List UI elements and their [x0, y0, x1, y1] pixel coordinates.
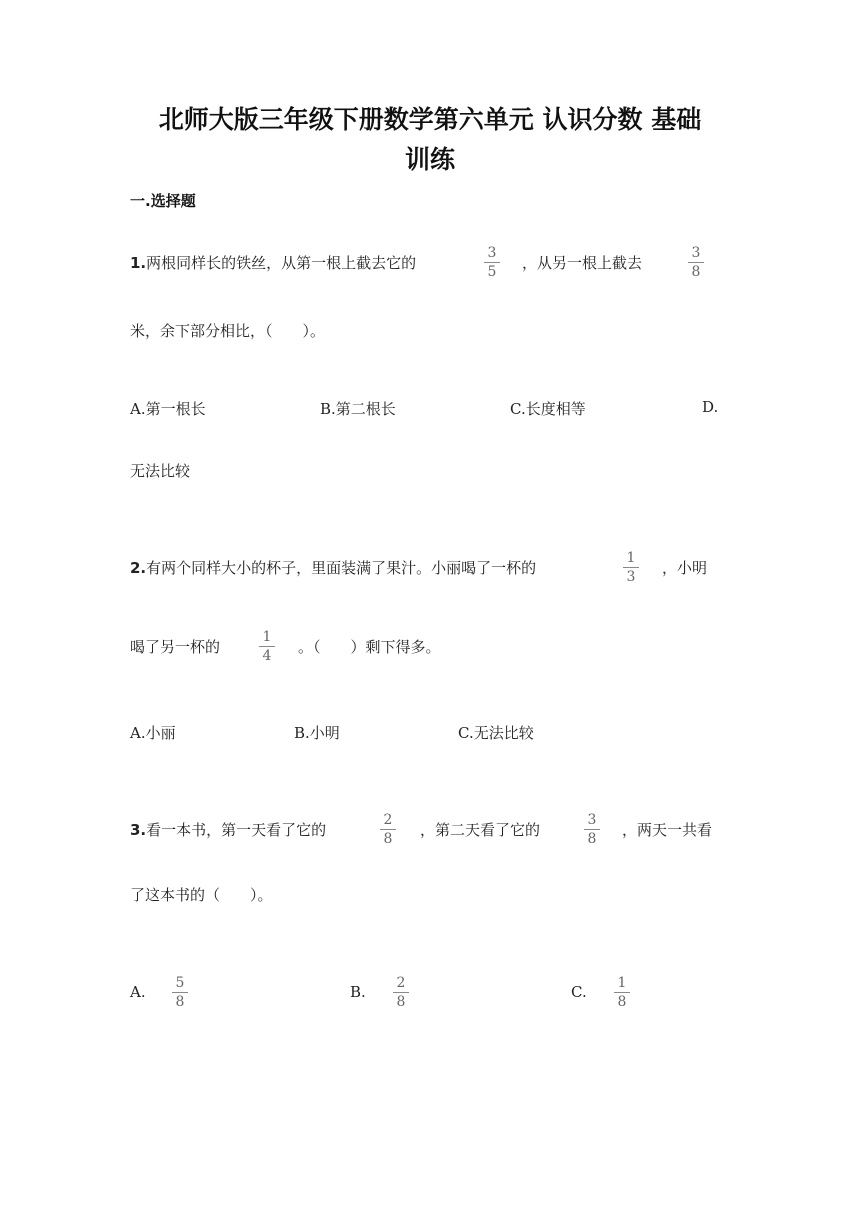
fraction-denominator: 8: [383, 831, 393, 847]
question-3-text-a: 看一本书，第一天看了它的: [146, 821, 327, 839]
question-3-option-a[interactable]: A.: [130, 983, 146, 1001]
question-1-option-d[interactable]: D.: [702, 398, 719, 416]
question-3-text-b: ，第二天看了它的: [420, 821, 541, 839]
question-3-option-a-fraction: [168, 975, 192, 1010]
question-2-option-b[interactable]: B.小明: [294, 724, 340, 742]
question-2-option-c[interactable]: C.无法比较: [458, 724, 534, 742]
question-3-option-b[interactable]: B.: [350, 983, 366, 1001]
question-1-line-2: 米，余下部分相比，（ ）。: [130, 322, 326, 340]
page-title: [0, 100, 860, 180]
question-2-fraction-2: [255, 629, 279, 664]
fraction-numerator: 3: [487, 245, 497, 261]
question-3-text-c: ，两天一共看: [622, 821, 713, 839]
question-1-line-1: [130, 252, 416, 273]
fraction-denominator: 8: [617, 994, 627, 1010]
question-1-option-a[interactable]: A.第一根长: [130, 400, 206, 418]
fraction-denominator: 8: [691, 264, 701, 280]
fraction-numerator: 5: [175, 975, 185, 991]
question-3-number: 3.: [130, 821, 147, 839]
fraction-denominator: 8: [396, 994, 406, 1010]
fraction-numerator: 1: [262, 629, 272, 645]
question-1-text-b: ，从另一根上截去: [522, 254, 643, 272]
title-line-1: 北师大版三年级下册数学第六单元 认识分数 基础: [158, 105, 702, 134]
question-2-fraction-1: [619, 550, 643, 585]
question-1-option-c[interactable]: C.长度相等: [510, 400, 586, 418]
fraction-numerator: 2: [383, 812, 393, 828]
question-2-line-1: [130, 557, 536, 578]
question-3-fraction-2: [580, 812, 604, 847]
question-3-option-b-fraction: [389, 975, 413, 1010]
question-2-line-2a: 喝了另一杯的: [130, 638, 221, 656]
question-3-line-1: [130, 819, 326, 840]
question-1-fraction-2: [684, 245, 708, 280]
fraction-denominator: 5: [487, 264, 497, 280]
question-2-text-a: 有两个同样大小的杯子，里面装满了果汁。小丽喝了一杯的: [146, 559, 537, 577]
fraction-numerator: 2: [396, 975, 406, 991]
fraction-numerator: 1: [626, 550, 636, 566]
question-2-option-a[interactable]: A.小丽: [130, 724, 176, 742]
question-2-line-2b: 。（ ）剩下得多。: [298, 638, 441, 656]
section-heading: 一.选择题: [130, 192, 196, 210]
title-line-2: 训练: [404, 145, 455, 174]
fraction-denominator: 3: [626, 569, 636, 585]
question-1-number: 1.: [130, 254, 147, 272]
question-1-text-a: 两根同样长的铁丝，从第一根上截去它的: [146, 254, 417, 272]
question-3-option-c[interactable]: C.: [571, 983, 587, 1001]
question-3-fraction-1: [376, 812, 400, 847]
fraction-numerator: 3: [587, 812, 597, 828]
fraction-denominator: 8: [175, 994, 185, 1010]
question-1-option-d-text[interactable]: 无法比较: [130, 462, 191, 480]
fraction-numerator: 3: [691, 245, 701, 261]
fraction-numerator: 1: [617, 975, 627, 991]
question-2-number: 2.: [130, 559, 147, 577]
question-1-fraction-1: [480, 245, 504, 280]
question-2-text-b: ，小明: [662, 559, 708, 577]
question-3-option-c-fraction: [610, 975, 634, 1010]
fraction-denominator: 4: [262, 648, 272, 664]
question-3-line-2: 了这本书的（ ）。: [130, 886, 273, 904]
question-1-option-b[interactable]: B.第二根长: [320, 400, 396, 418]
fraction-denominator: 8: [587, 831, 597, 847]
